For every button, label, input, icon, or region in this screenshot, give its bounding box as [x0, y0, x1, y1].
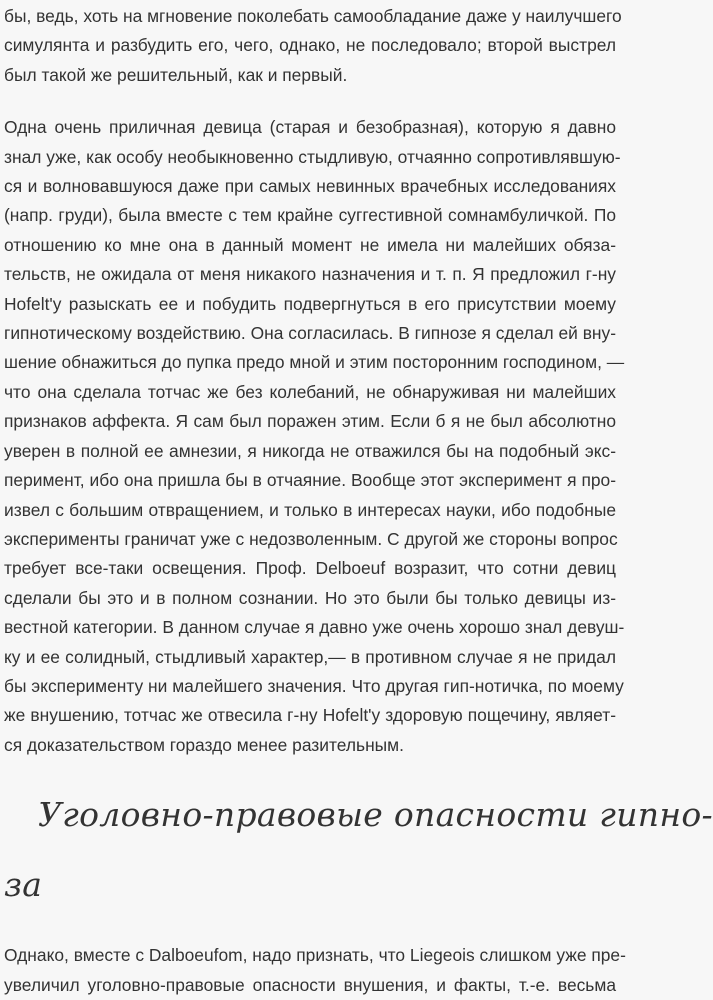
text-line: Одна очень приличная девица (старая и безобразная), которую я давно: [4, 117, 616, 138]
paragraph-1: [4, 2, 622, 90]
text-line: извел с большим отвращением, и только в интересах науки, ибо подобные: [4, 499, 616, 520]
text-line: эксперименты граничат уже с недозволенным. С другой же стороны вопрос: [4, 528, 618, 549]
text-line: признаков аффекта. Я сам был поражен этим. Если б я не был абсолютно: [4, 411, 616, 432]
section-heading: [4, 780, 713, 920]
text-line: бы эксперименту ни малейшего значения. Что другая гип-нотичка, по моему: [4, 675, 624, 696]
section-heading-line: за: [4, 865, 43, 905]
text-line: Однако, вместе с Dalboeufom, надо признать, что Liegeois слишком уже пре-: [4, 945, 626, 966]
text-line: (напр. груди), была вместе с тем крайне суггестивной сомнамбуличкой. По: [4, 205, 616, 226]
text-line: увеличил уголовно-правовые опасности внушения, и факты, т.-е. весьма: [4, 974, 616, 995]
text-line: сделали бы это и в полном сознании. Но это были бы только девицы из-: [4, 587, 616, 608]
document-page: [0, 2, 713, 995]
text-line: же внушению, тотчас же отвесила г-ну Hofelt'y здоровую пощечину, являет-: [4, 705, 616, 726]
text-line: тельств, не ожидала от меня никакого назначения и т. п. Я предложил г-ну: [4, 264, 616, 285]
text-line: перимент, ибо она пришла бы в отчаяние. Вообще этот эксперимент я про-: [4, 470, 616, 491]
text-line: был такой же решительный, как и первый.: [4, 64, 348, 85]
text-line: ку и ее солидный, стыдливый характер,— в противном случае я не придал: [4, 646, 616, 667]
text-line: требует все-таки освещения. Проф. Delboeuf возразит, что сотни девиц: [4, 558, 616, 579]
text-line: знал уже, как особу необыкновенно стыдливую, отчаянно сопротивлявшую-: [4, 146, 621, 167]
section-heading-line: Уголовно-правовые опасности гипно-: [38, 795, 713, 835]
text-line: уверен в полной ее амнезии, я никогда не отважился бы на подобный экс-: [4, 440, 616, 461]
text-line: ся доказательством гораздо менее разительным.: [4, 734, 404, 755]
text-line: шение обнажиться до пупка предо мной и этим посторонним господином, —: [4, 352, 625, 373]
text-line: Hofelt'y разыскать ее и побудить подвергнуться в его присутствии моему: [4, 293, 616, 314]
text-line: отношению ко мне она в данный момент не имела ни малейших обяза-: [4, 234, 616, 255]
text-line: бы, ведь, хоть на мгновение поколебать самообладание даже у наилучшего: [4, 6, 622, 26]
text-line: что она сделала тотчас же без колебаний, не обнаруживая ни малейших: [4, 381, 616, 402]
text-line: симулянта и разбудить его, чего, однако, не последовало; второй выстрел: [4, 35, 616, 56]
text-line: гипнотическому воздействию. Она согласилась. В гипнозе я сделал ей вну-: [4, 323, 617, 344]
text-line: ся и волновавшуюся даже при самых невинных врачебных исследованиях: [4, 176, 616, 197]
text-line: вестной категории. В данном случае я давно уже очень хорошо знал девуш-: [4, 617, 625, 638]
paragraph-2: [4, 113, 625, 760]
paragraph-3: [4, 941, 626, 1000]
